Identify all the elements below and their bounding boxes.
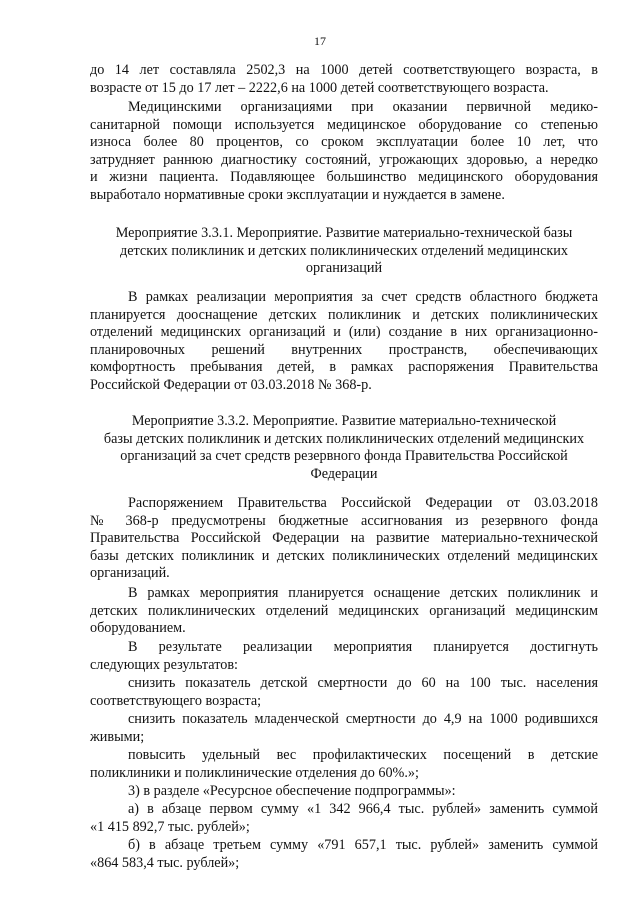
amendment-item-a: [90, 801, 598, 836]
heading-line: детских поликлиник и детских поликлинических отделений медицинских: [120, 242, 568, 259]
text-line: санитарной помощи используется медицинское оборудование со степенью: [90, 116, 598, 133]
equipment-paragraph: [90, 99, 598, 205]
plan-paragraph: [90, 585, 598, 638]
text-line: В результате реализации мероприятия планируется достигнуть: [128, 639, 598, 655]
text-line: б) в абзаце третьем сумму «791 657,1 тыс. рублей» заменить суммой: [128, 837, 598, 853]
text-line: и жизни пациента. Подавляющее большинство медицинского оборудования: [90, 169, 598, 186]
text-line: № 368-р предусмотрены бюджетные ассигнования из резервного фонда: [90, 512, 598, 529]
text-line: Российской Федерации от 03.03.2018 № 368-р.: [90, 376, 372, 393]
heading-line: Мероприятие 3.3.1. Мероприятие. Развитие материально-технической базы: [115, 225, 573, 241]
order-paragraph: [90, 495, 598, 583]
text-line: затрудняет раннюю диагностику состояний, угрожающих здоровью, а нередко: [90, 151, 598, 168]
text-line: снизить показатель детской смертности до 60 на 100 тыс. населения: [128, 675, 598, 691]
heading-line: Федерации: [310, 465, 378, 482]
result-item-preventive-visits: [90, 747, 598, 782]
text-line: планируется дооснащение детских поликлиник и детских поликлинических: [90, 306, 598, 323]
text-line: поликлиники и поликлинические отделения до 60%.»;: [90, 764, 419, 781]
heading-line: организаций за счет средств резервного фонда Правительства Российской: [120, 448, 568, 465]
text-line: планировочных решений внутренних пространств, обеспечивающих: [90, 341, 598, 358]
text-line: повысить удельный вес профилактических посещений в детские: [128, 747, 598, 763]
amendment-item-b: [90, 837, 598, 872]
text-line: Распоряжением Правительства Российской Федерации от 03.03.2018: [128, 495, 598, 511]
text-line: Правительства Российской Федерации на развитие материально-технической: [90, 530, 598, 547]
text-line: В рамках реализации мероприятия за счет средств областного бюджета: [128, 289, 598, 305]
text-line: износа более 80 процентов, со сроком эксплуатации более 10 лет, что: [90, 134, 598, 151]
text-line: а) в абзаце первом сумму «1 342 966,4 тыс. рублей» заменить суммой: [128, 801, 598, 817]
intro-paragraph: [90, 62, 598, 97]
text-line: организаций.: [90, 565, 170, 582]
amendment-item-3: [90, 783, 598, 801]
text-line: живыми;: [90, 728, 145, 745]
text-line: В рамках мероприятия планируется оснащение детских поликлиник и: [128, 585, 598, 601]
text-line: «864 583,4 тыс. рублей»;: [90, 854, 240, 871]
page-number: 17: [314, 34, 326, 48]
text-line: 3) в разделе «Ресурсное обеспечение подпрограммы»:: [128, 783, 456, 799]
text-line: следующих результатов:: [90, 656, 238, 673]
text-line: Медицинскими организациями при оказании первичной медико-: [128, 99, 598, 115]
text-line: до 14 лет составляла 2502,3 на 1000 детей соответствующего возраста, в: [90, 62, 598, 78]
heading-line: организаций: [305, 260, 383, 277]
section-heading-3-3-2: [90, 413, 598, 483]
text-line: базы детских поликлиник и детских поликлинических отделений медицинских: [90, 547, 598, 564]
heading-line: базы детских поликлиник и детских поликлинических отделений медицинских: [103, 430, 585, 447]
result-item-child-mortality: [90, 675, 598, 710]
text-line: выработало нормативные сроки эксплуатации и нуждается в замене.: [90, 186, 505, 203]
results-paragraph: [90, 639, 598, 674]
text-line: отделений медицинских организаций и (или) создание в них организационно-: [90, 324, 598, 341]
text-line: комфортность пребывания детей, в рамках распоряжения Правительства: [90, 359, 598, 376]
text-line: возрасте от 15 до 17 лет – 2222,6 на 1000 детей соответствующего возраста.: [90, 79, 549, 96]
text-line: снизить показатель младенческой смертности до 4,9 на 1000 родившихся: [128, 711, 598, 727]
text-line: соответствующего возраста;: [90, 692, 262, 709]
result-item-infant-mortality: [90, 711, 598, 746]
paragraph-3-3-1: [90, 289, 598, 395]
text-line: «1 415 892,7 тыс. рублей»;: [90, 818, 250, 835]
text-line: оборудованием.: [90, 620, 186, 637]
heading-line: Мероприятие 3.3.2. Мероприятие. Развитие материально-технической: [131, 413, 557, 429]
text-line: детских поликлинических отделений медицинских организаций медицинским: [90, 602, 598, 619]
section-heading-3-3-1: [90, 225, 598, 278]
